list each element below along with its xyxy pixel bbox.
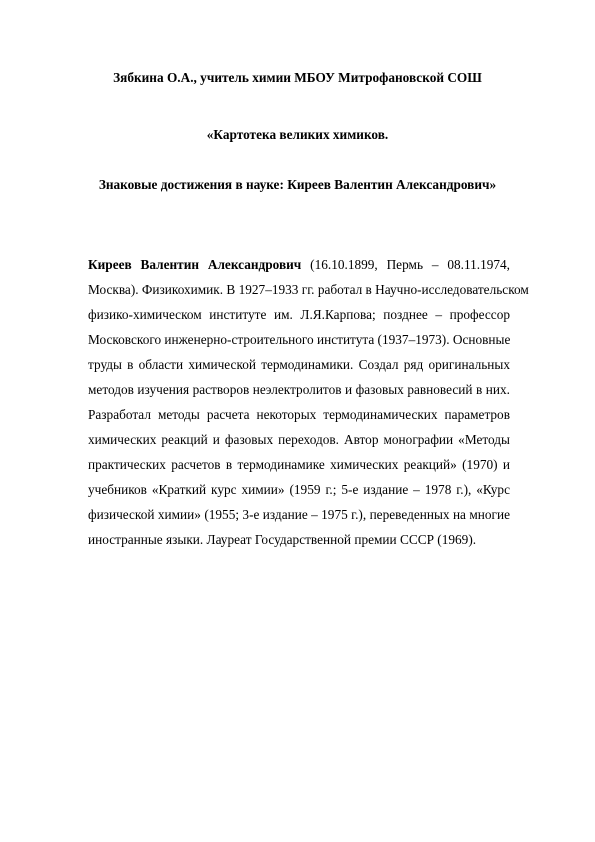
author-line: Зябкина О.А., учитель химии МБОУ Митрофановской СОШ xyxy=(113,70,482,85)
document-subtitle: Знаковые достижения в науке: Киреев Валентин Александрович» xyxy=(98,177,497,192)
life-dates: (16.10.1899, Пермь – 08.11.1974, xyxy=(310,257,510,272)
paragraph-line: труды в области химической термодинамики. Создал ряд оригинальных xyxy=(88,357,510,372)
paragraph-line: химических реакций и фазовых переходов. Автор монографии «Методы xyxy=(88,432,510,447)
paragraph-line: физико-химическом институте им. Л.Я.Карпова; позднее – профессор xyxy=(88,307,510,322)
document-title: «Картотека великих химиков. xyxy=(206,127,389,142)
paragraph-line: физической химии» (1955; 3-е издание – 1975 г.), переведенных на многие xyxy=(88,507,510,522)
paragraph-line xyxy=(88,252,510,277)
paragraph-line: Москва). Физикохимик. В 1927–1933 гг. работал в Научно-исследовательском xyxy=(88,282,529,297)
paragraph-line: Московского инженерно-строительного института (1937–1973). Основные xyxy=(88,332,511,347)
scientist-name: Киреев Валентин Александрович xyxy=(88,257,302,272)
paragraph-line: методов изучения растворов неэлектролитов и фазовых равновесий в них. xyxy=(88,382,510,397)
paragraph-line: иностранные языки. Лауреат Государственной премии СССР (1969). xyxy=(88,532,477,547)
biography-paragraph xyxy=(88,252,529,552)
paragraph-line: практических расчетов в термодинамике химических реакций» (1970) и xyxy=(88,457,510,472)
paragraph-line: Разработал методы расчета некоторых термодинамических параметров xyxy=(88,407,510,422)
paragraph-line: учебников «Краткий курс химии» (1959 г.; 5-е издание – 1978 г.), «Курс xyxy=(88,482,510,497)
